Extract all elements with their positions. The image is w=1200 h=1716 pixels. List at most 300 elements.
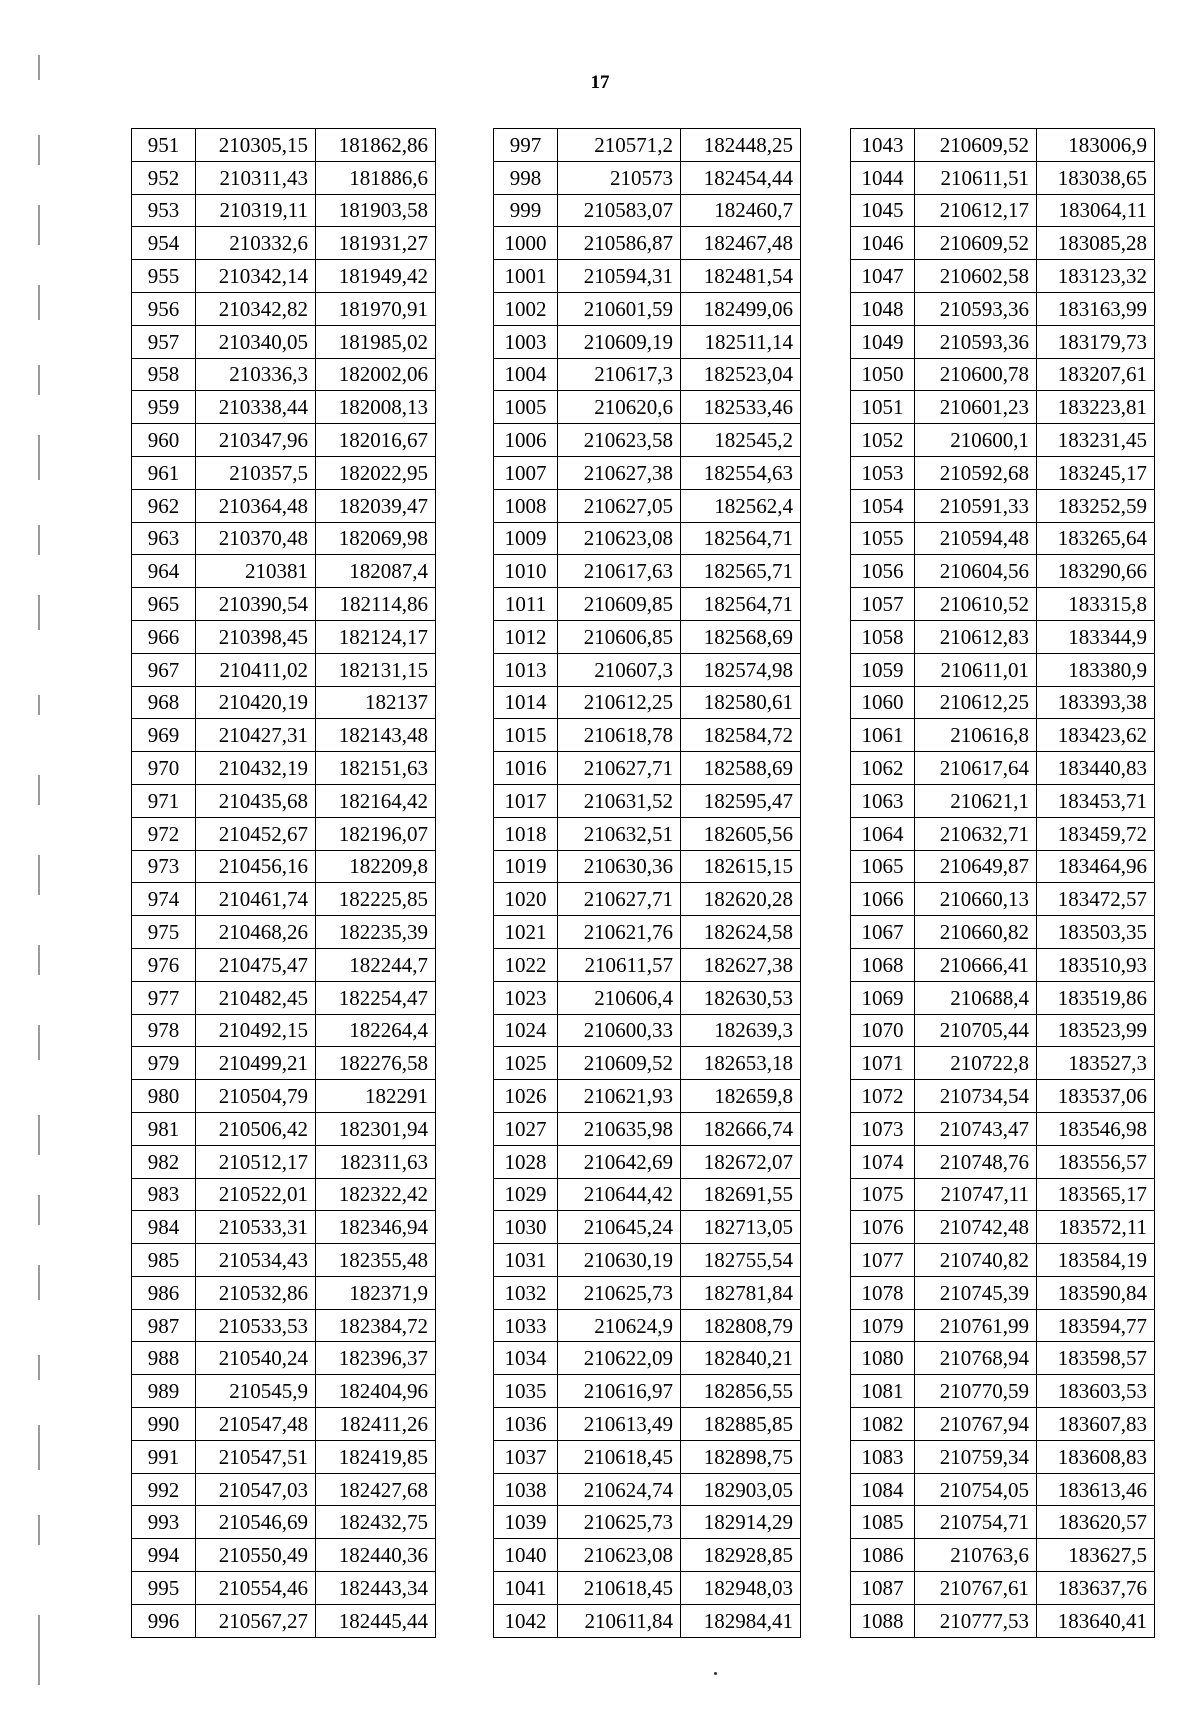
- x-coordinate-cell: 210567,27: [196, 1604, 316, 1637]
- point-number-cell: 1056: [851, 555, 915, 588]
- point-number-cell: 1058: [851, 620, 915, 653]
- table-row: [494, 588, 801, 621]
- table-row: [132, 456, 436, 489]
- x-coordinate-cell: 210593,36: [915, 325, 1037, 358]
- y-coordinate-cell: 182235,39: [316, 916, 436, 949]
- point-number-cell: 959: [132, 391, 196, 424]
- x-coordinate-cell: 210630,36: [558, 850, 681, 883]
- table-row: [851, 784, 1155, 817]
- y-coordinate-cell: 183459,72: [1037, 817, 1155, 850]
- table-row: [132, 1309, 436, 1342]
- point-number-cell: 976: [132, 948, 196, 981]
- x-coordinate-cell: 210611,84: [558, 1604, 681, 1637]
- y-coordinate-cell: 183085,28: [1037, 227, 1155, 260]
- x-coordinate-cell: 210593,36: [915, 292, 1037, 325]
- y-coordinate-cell: 182639,3: [681, 1014, 801, 1047]
- table-row: [851, 981, 1155, 1014]
- y-coordinate-cell: 182454,44: [681, 161, 801, 194]
- y-coordinate-cell: 181985,02: [316, 325, 436, 358]
- table-row: [132, 161, 436, 194]
- table-row: [132, 719, 436, 752]
- y-coordinate-cell: 182396,37: [316, 1342, 436, 1375]
- x-coordinate-cell: 210381: [196, 555, 316, 588]
- y-coordinate-cell: 182615,15: [681, 850, 801, 883]
- point-number-cell: 1003: [494, 325, 558, 358]
- table-row: [494, 260, 801, 293]
- x-coordinate-cell: 210616,97: [558, 1375, 681, 1408]
- point-number-cell: 1084: [851, 1473, 915, 1506]
- x-coordinate-cell: 210644,42: [558, 1178, 681, 1211]
- y-coordinate-cell: 182808,79: [681, 1309, 801, 1342]
- point-number-cell: 1086: [851, 1539, 915, 1572]
- table-row: [851, 555, 1155, 588]
- y-coordinate-cell: 182008,13: [316, 391, 436, 424]
- table-row: [132, 1211, 436, 1244]
- table-row: [851, 424, 1155, 457]
- point-number-cell: 1017: [494, 784, 558, 817]
- table-row: [851, 260, 1155, 293]
- point-number-cell: 1037: [494, 1440, 558, 1473]
- point-number-cell: 978: [132, 1014, 196, 1047]
- x-coordinate-cell: 210623,58: [558, 424, 681, 457]
- point-number-cell: 992: [132, 1473, 196, 1506]
- y-coordinate-cell: 182568,69: [681, 620, 801, 653]
- table-row: [494, 1178, 801, 1211]
- y-coordinate-cell: 183594,77: [1037, 1309, 1155, 1342]
- x-coordinate-cell: 210609,52: [915, 129, 1037, 162]
- y-coordinate-cell: 182511,14: [681, 325, 801, 358]
- point-number-cell: 1077: [851, 1244, 915, 1277]
- x-coordinate-cell: 210342,82: [196, 292, 316, 325]
- table-row: [132, 1440, 436, 1473]
- y-coordinate-cell: 183537,06: [1037, 1080, 1155, 1113]
- x-coordinate-cell: 210340,05: [196, 325, 316, 358]
- table-row: [851, 948, 1155, 981]
- y-coordinate-cell: 182630,53: [681, 981, 801, 1014]
- point-number-cell: 988: [132, 1342, 196, 1375]
- table-row: [132, 1408, 436, 1441]
- y-coordinate-cell: 182264,4: [316, 1014, 436, 1047]
- table-row: [132, 1604, 436, 1637]
- x-coordinate-cell: 210722,8: [915, 1047, 1037, 1080]
- point-number-cell: 1071: [851, 1047, 915, 1080]
- scan-dot: [714, 1672, 717, 1675]
- point-number-cell: 995: [132, 1572, 196, 1605]
- x-coordinate-cell: 210623,08: [558, 1539, 681, 1572]
- point-number-cell: 970: [132, 752, 196, 785]
- table-row: [132, 129, 436, 162]
- x-coordinate-cell: 210432,19: [196, 752, 316, 785]
- table-row: [851, 1572, 1155, 1605]
- x-coordinate-cell: 210571,2: [558, 129, 681, 162]
- table-row: [494, 1539, 801, 1572]
- table-row: [132, 653, 436, 686]
- point-number-cell: 1004: [494, 358, 558, 391]
- x-coordinate-cell: 210482,45: [196, 981, 316, 1014]
- y-coordinate-cell: 182666,74: [681, 1112, 801, 1145]
- y-coordinate-cell: 182574,98: [681, 653, 801, 686]
- table-row: [494, 489, 801, 522]
- y-coordinate-cell: 183613,46: [1037, 1473, 1155, 1506]
- point-number-cell: 1018: [494, 817, 558, 850]
- point-number-cell: 1044: [851, 161, 915, 194]
- y-coordinate-cell: 183627,5: [1037, 1539, 1155, 1572]
- x-coordinate-cell: 210332,6: [196, 227, 316, 260]
- point-number-cell: 1085: [851, 1506, 915, 1539]
- point-number-cell: 1076: [851, 1211, 915, 1244]
- point-number-cell: 1034: [494, 1342, 558, 1375]
- y-coordinate-cell: 183464,96: [1037, 850, 1155, 883]
- table-row: [132, 325, 436, 358]
- x-coordinate-cell: 210390,54: [196, 588, 316, 621]
- x-coordinate-cell: 210620,6: [558, 391, 681, 424]
- x-coordinate-cell: 210624,74: [558, 1473, 681, 1506]
- point-number-cell: 1015: [494, 719, 558, 752]
- point-number-cell: 1002: [494, 292, 558, 325]
- x-coordinate-cell: 210499,21: [196, 1047, 316, 1080]
- point-number-cell: 1063: [851, 784, 915, 817]
- y-coordinate-cell: 182580,61: [681, 686, 801, 719]
- y-coordinate-cell: 182554,63: [681, 456, 801, 489]
- table-row: [851, 489, 1155, 522]
- table-row: [494, 948, 801, 981]
- table-row: [132, 1145, 436, 1178]
- table-row: [851, 227, 1155, 260]
- x-coordinate-cell: 210611,01: [915, 653, 1037, 686]
- x-coordinate-cell: 210624,9: [558, 1309, 681, 1342]
- x-coordinate-cell: 210768,94: [915, 1342, 1037, 1375]
- x-coordinate-cell: 210632,71: [915, 817, 1037, 850]
- x-coordinate-cell: 210427,31: [196, 719, 316, 752]
- y-coordinate-cell: 182355,48: [316, 1244, 436, 1277]
- point-number-cell: 1079: [851, 1309, 915, 1342]
- point-number-cell: 998: [494, 161, 558, 194]
- y-coordinate-cell: 183163,99: [1037, 292, 1155, 325]
- point-number-cell: 1011: [494, 588, 558, 621]
- table-row: [494, 1473, 801, 1506]
- x-coordinate-cell: 210475,47: [196, 948, 316, 981]
- table-row: [494, 1506, 801, 1539]
- table-row: [851, 1604, 1155, 1637]
- y-coordinate-cell: 182627,38: [681, 948, 801, 981]
- table-row: [494, 555, 801, 588]
- point-number-cell: 1033: [494, 1309, 558, 1342]
- point-number-cell: 1059: [851, 653, 915, 686]
- x-coordinate-cell: 210627,71: [558, 883, 681, 916]
- x-coordinate-cell: 210364,48: [196, 489, 316, 522]
- y-coordinate-cell: 182143,48: [316, 719, 436, 752]
- x-coordinate-cell: 210550,49: [196, 1539, 316, 1572]
- x-coordinate-cell: 210632,51: [558, 817, 681, 850]
- point-number-cell: 984: [132, 1211, 196, 1244]
- point-number-cell: 1020: [494, 883, 558, 916]
- x-coordinate-cell: 210621,1: [915, 784, 1037, 817]
- point-number-cell: 961: [132, 456, 196, 489]
- point-number-cell: 956: [132, 292, 196, 325]
- point-number-cell: 1007: [494, 456, 558, 489]
- x-coordinate-cell: 210612,25: [915, 686, 1037, 719]
- x-coordinate-cell: 210622,09: [558, 1342, 681, 1375]
- y-coordinate-cell: 182002,06: [316, 358, 436, 391]
- point-number-cell: 1008: [494, 489, 558, 522]
- y-coordinate-cell: 182565,71: [681, 555, 801, 588]
- y-coordinate-cell: 183038,65: [1037, 161, 1155, 194]
- point-number-cell: 1029: [494, 1178, 558, 1211]
- point-number-cell: 957: [132, 325, 196, 358]
- x-coordinate-cell: 210616,8: [915, 719, 1037, 752]
- y-coordinate-cell: 182948,03: [681, 1572, 801, 1605]
- point-number-cell: 951: [132, 129, 196, 162]
- table-row: [851, 129, 1155, 162]
- table-row: [851, 1080, 1155, 1113]
- x-coordinate-cell: 210452,67: [196, 817, 316, 850]
- table-row: [851, 916, 1155, 949]
- y-coordinate-cell: 182432,75: [316, 1506, 436, 1539]
- y-coordinate-cell: 183584,19: [1037, 1244, 1155, 1277]
- point-number-cell: 1053: [851, 456, 915, 489]
- table-row: [132, 1572, 436, 1605]
- x-coordinate-cell: 210336,3: [196, 358, 316, 391]
- y-coordinate-cell: 183546,98: [1037, 1112, 1155, 1145]
- x-coordinate-cell: 210734,54: [915, 1080, 1037, 1113]
- x-coordinate-cell: 210600,33: [558, 1014, 681, 1047]
- point-number-cell: 1087: [851, 1572, 915, 1605]
- y-coordinate-cell: 182254,47: [316, 981, 436, 1014]
- y-coordinate-cell: 182124,17: [316, 620, 436, 653]
- point-number-cell: 1075: [851, 1178, 915, 1211]
- table-row: [494, 1342, 801, 1375]
- page-number: 17: [590, 72, 610, 93]
- point-number-cell: 1046: [851, 227, 915, 260]
- point-number-cell: 1040: [494, 1539, 558, 1572]
- x-coordinate-cell: 210600,1: [915, 424, 1037, 457]
- table-row: [132, 1244, 436, 1277]
- table-row: [132, 1539, 436, 1572]
- y-coordinate-cell: 183620,57: [1037, 1506, 1155, 1539]
- point-number-cell: 1043: [851, 129, 915, 162]
- y-coordinate-cell: 182713,05: [681, 1211, 801, 1244]
- point-number-cell: 1027: [494, 1112, 558, 1145]
- table-row: [132, 260, 436, 293]
- point-number-cell: 987: [132, 1309, 196, 1342]
- point-number-cell: 996: [132, 1604, 196, 1637]
- y-coordinate-cell: 183603,53: [1037, 1375, 1155, 1408]
- y-coordinate-cell: 182562,4: [681, 489, 801, 522]
- table-row: [851, 1408, 1155, 1441]
- y-coordinate-cell: 182164,42: [316, 784, 436, 817]
- table-row: [132, 916, 436, 949]
- x-coordinate-cell: 210747,11: [915, 1178, 1037, 1211]
- point-number-cell: 960: [132, 424, 196, 457]
- table-row: [851, 1211, 1155, 1244]
- table-row: [132, 588, 436, 621]
- point-number-cell: 1000: [494, 227, 558, 260]
- point-number-cell: 1082: [851, 1408, 915, 1441]
- table-row: [132, 752, 436, 785]
- table-row: [851, 1473, 1155, 1506]
- x-coordinate-cell: 210623,08: [558, 522, 681, 555]
- table-row: [494, 850, 801, 883]
- point-number-cell: 952: [132, 161, 196, 194]
- x-coordinate-cell: 210370,48: [196, 522, 316, 555]
- y-coordinate-cell: 182276,58: [316, 1047, 436, 1080]
- y-coordinate-cell: 183523,99: [1037, 1014, 1155, 1047]
- point-number-cell: 1045: [851, 194, 915, 227]
- y-coordinate-cell: 182301,94: [316, 1112, 436, 1145]
- x-coordinate-cell: 210600,78: [915, 358, 1037, 391]
- point-number-cell: 1088: [851, 1604, 915, 1637]
- point-number-cell: 954: [132, 227, 196, 260]
- y-coordinate-cell: 182653,18: [681, 1047, 801, 1080]
- y-coordinate-cell: 182225,85: [316, 883, 436, 916]
- point-number-cell: 1009: [494, 522, 558, 555]
- x-coordinate-cell: 210398,45: [196, 620, 316, 653]
- point-number-cell: 1012: [494, 620, 558, 653]
- x-coordinate-cell: 210609,52: [915, 227, 1037, 260]
- table-row: [494, 1375, 801, 1408]
- x-coordinate-cell: 210592,68: [915, 456, 1037, 489]
- table-row: [132, 391, 436, 424]
- y-coordinate-cell: 183265,64: [1037, 522, 1155, 555]
- x-coordinate-cell: 210612,17: [915, 194, 1037, 227]
- point-number-cell: 1001: [494, 260, 558, 293]
- table-row: [494, 391, 801, 424]
- y-coordinate-cell: 182523,04: [681, 358, 801, 391]
- point-number-cell: 1031: [494, 1244, 558, 1277]
- y-coordinate-cell: 182781,84: [681, 1276, 801, 1309]
- y-coordinate-cell: 183607,83: [1037, 1408, 1155, 1441]
- table-row: [132, 489, 436, 522]
- point-number-cell: 982: [132, 1145, 196, 1178]
- point-number-cell: 1013: [494, 653, 558, 686]
- x-coordinate-cell: 210649,87: [915, 850, 1037, 883]
- y-coordinate-cell: 182564,71: [681, 588, 801, 621]
- x-coordinate-cell: 210547,48: [196, 1408, 316, 1441]
- table-row: [132, 1506, 436, 1539]
- y-coordinate-cell: 182022,95: [316, 456, 436, 489]
- table-row: [851, 620, 1155, 653]
- y-coordinate-cell: 182481,54: [681, 260, 801, 293]
- table-row: [494, 1572, 801, 1605]
- table-row: [494, 1440, 801, 1473]
- point-number-cell: 1028: [494, 1145, 558, 1178]
- point-number-cell: 1042: [494, 1604, 558, 1637]
- y-coordinate-cell: 182898,75: [681, 1440, 801, 1473]
- x-coordinate-cell: 210468,26: [196, 916, 316, 949]
- table-row: [851, 1276, 1155, 1309]
- y-coordinate-cell: 182914,29: [681, 1506, 801, 1539]
- y-coordinate-cell: 183440,83: [1037, 752, 1155, 785]
- x-coordinate-cell: 210621,93: [558, 1080, 681, 1113]
- x-coordinate-cell: 210554,46: [196, 1572, 316, 1605]
- y-coordinate-cell: 182588,69: [681, 752, 801, 785]
- point-number-cell: 1041: [494, 1572, 558, 1605]
- x-coordinate-cell: 210594,31: [558, 260, 681, 293]
- point-number-cell: 1066: [851, 883, 915, 916]
- y-coordinate-cell: 182443,34: [316, 1572, 436, 1605]
- table-row: [494, 358, 801, 391]
- table-row: [851, 653, 1155, 686]
- x-coordinate-cell: 210705,44: [915, 1014, 1037, 1047]
- x-coordinate-cell: 210618,45: [558, 1572, 681, 1605]
- x-coordinate-cell: 210319,11: [196, 194, 316, 227]
- point-number-cell: 991: [132, 1440, 196, 1473]
- coordinates-table-3: [850, 128, 1155, 1638]
- y-coordinate-cell: 182624,58: [681, 916, 801, 949]
- table-row: [851, 883, 1155, 916]
- x-coordinate-cell: 210357,5: [196, 456, 316, 489]
- table-row: [494, 129, 801, 162]
- x-coordinate-cell: 210609,85: [558, 588, 681, 621]
- table-row: [851, 194, 1155, 227]
- y-coordinate-cell: 182605,56: [681, 817, 801, 850]
- table-row: [494, 1047, 801, 1080]
- point-number-cell: 1080: [851, 1342, 915, 1375]
- y-coordinate-cell: 183290,66: [1037, 555, 1155, 588]
- table-row: [494, 456, 801, 489]
- table-row: [494, 817, 801, 850]
- point-number-cell: 962: [132, 489, 196, 522]
- point-number-cell: 1052: [851, 424, 915, 457]
- table-row: [494, 1112, 801, 1145]
- table-row: [132, 686, 436, 719]
- table-row: [132, 1178, 436, 1211]
- y-coordinate-cell: 182659,8: [681, 1080, 801, 1113]
- table-row: [494, 981, 801, 1014]
- point-number-cell: 963: [132, 522, 196, 555]
- table-row: [132, 784, 436, 817]
- point-number-cell: 972: [132, 817, 196, 850]
- x-coordinate-cell: 210618,45: [558, 1440, 681, 1473]
- y-coordinate-cell: 182069,98: [316, 522, 436, 555]
- point-number-cell: 974: [132, 883, 196, 916]
- point-number-cell: 953: [132, 194, 196, 227]
- x-coordinate-cell: 210305,15: [196, 129, 316, 162]
- table-row: [132, 1375, 436, 1408]
- x-coordinate-cell: 210547,03: [196, 1473, 316, 1506]
- point-number-cell: 967: [132, 653, 196, 686]
- point-number-cell: 966: [132, 620, 196, 653]
- point-number-cell: 1025: [494, 1047, 558, 1080]
- point-number-cell: 1049: [851, 325, 915, 358]
- point-number-cell: 986: [132, 1276, 196, 1309]
- x-coordinate-cell: 210625,73: [558, 1276, 681, 1309]
- point-number-cell: 958: [132, 358, 196, 391]
- x-coordinate-cell: 210504,79: [196, 1080, 316, 1113]
- point-number-cell: 1050: [851, 358, 915, 391]
- table-row: [494, 1408, 801, 1441]
- table-row: [494, 1145, 801, 1178]
- x-coordinate-cell: 210642,69: [558, 1145, 681, 1178]
- y-coordinate-cell: 181903,58: [316, 194, 436, 227]
- y-coordinate-cell: 182545,2: [681, 424, 801, 457]
- point-number-cell: 994: [132, 1539, 196, 1572]
- x-coordinate-cell: 210767,61: [915, 1572, 1037, 1605]
- table-row: [851, 752, 1155, 785]
- x-coordinate-cell: 210611,51: [915, 161, 1037, 194]
- x-coordinate-cell: 210411,02: [196, 653, 316, 686]
- y-coordinate-cell: 182291: [316, 1080, 436, 1113]
- y-coordinate-cell: 182564,71: [681, 522, 801, 555]
- x-coordinate-cell: 210777,53: [915, 1604, 1037, 1637]
- table-row: [851, 850, 1155, 883]
- y-coordinate-cell: 182903,05: [681, 1473, 801, 1506]
- point-number-cell: 1062: [851, 752, 915, 785]
- y-coordinate-cell: 182467,48: [681, 227, 801, 260]
- table-row: [132, 292, 436, 325]
- x-coordinate-cell: 210573: [558, 161, 681, 194]
- table-row: [494, 883, 801, 916]
